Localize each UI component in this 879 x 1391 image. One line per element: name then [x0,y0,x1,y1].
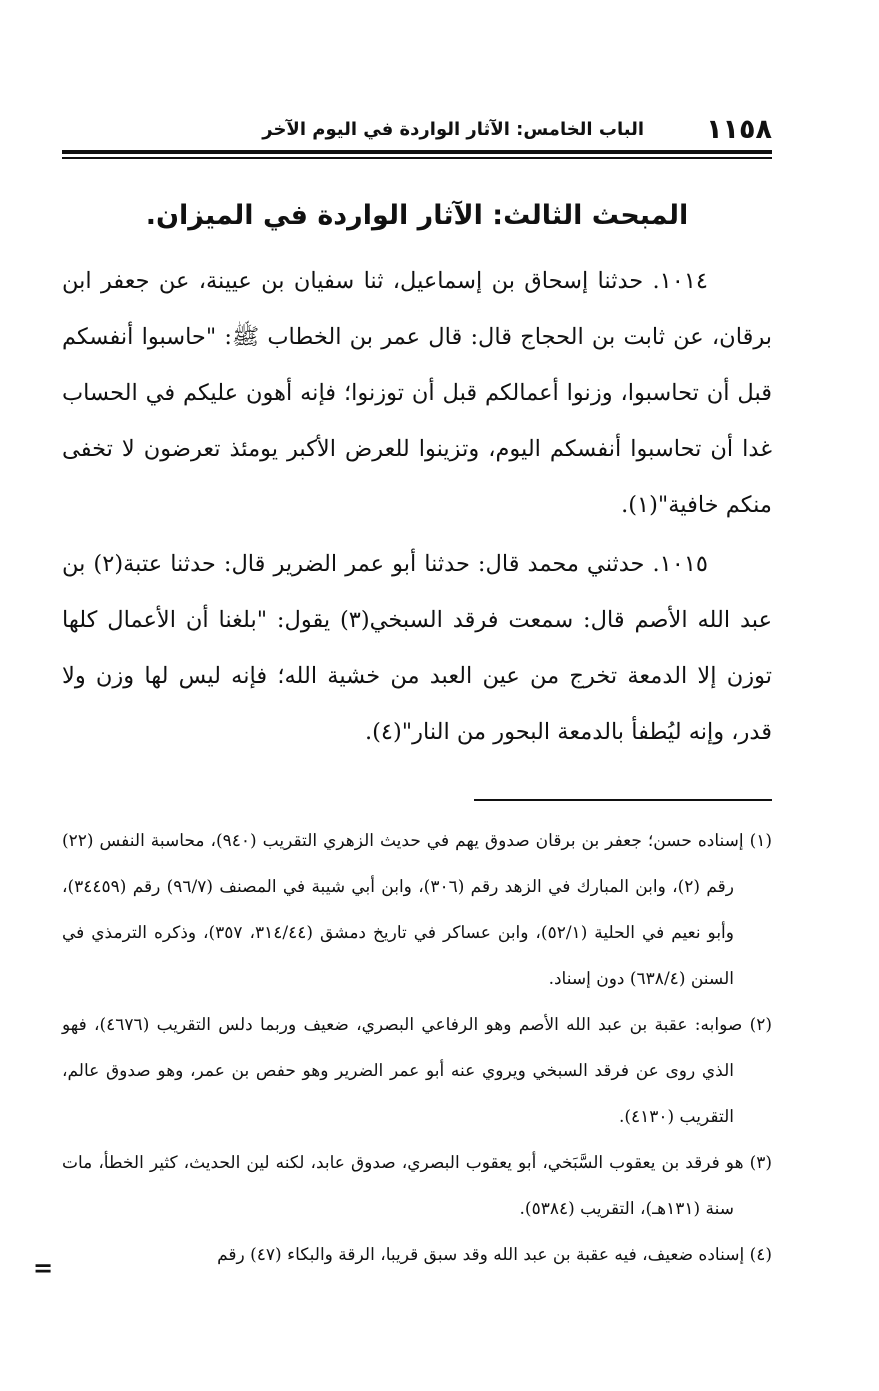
continuation-mark: = [33,1254,54,1282]
section-heading-title: الآثار الواردة في الميزان. [145,200,483,231]
page-number: ١١٥٨ [706,114,772,145]
footnote-4: (٤) إسناده ضعيف، فيه عقبة بن عبد الله وقد سبق قريبا، الرقة والبكاء (٤٧) رقم [217,1245,772,1265]
footnote-separator [474,799,772,801]
header-rule-thick [62,150,772,154]
running-title: الباب الخامس: الآثار الواردة في اليوم الآخر [262,119,644,140]
header-rule-thin [62,157,772,159]
footnote-1: (١) إسناده حسن؛ جعفر بن برقان صدوق يهم في حديث الزهري التقريب (٩٤٠)، محاسبة النفس (٢٢) رقم (٢)، وابن المبارك في الزهد رقم (٣٠٦)، وابن أبي شيبة في المصنف (٩٦/٧) رقم (٣٤٤٥٩)، وأبو نعيم في الحلية (٥٢/١)، وابن عساكر في تاريخ دمشق (٣١٤/٤٤، ٣٥٧)، وذكره الترمذي في السنن (٦٣٨/٤) دون إسناد. [62,831,772,989]
page-header [62,112,772,148]
footnote-3: (٣) هو فرقد بن يعقوب السَّبَخي، أبو يعقوب البصري، صدوق عابد، لكنه لين الحديث، كثير الخطأ، مات سنة (١٣١هـ)، التقريب (٥٣٨٤). [62,1153,772,1219]
footnotes [62,818,772,1278]
footnote-2: (٢) صوابه: عقبة بن عبد الله الأصم وهو الرفاعي البصري، ضعيف وربما دلس التقريب (٤٦٧٦)، فهو الذي روى عن فرقد السبخي ويروي عنه أبو عمر الضرير وهو حفص بن عمر، وهو صدوق عالم، التقريب (٤١٣٠). [62,1015,772,1127]
main-text-1014 [62,253,772,533]
section-heading [62,190,772,242]
section-heading-separator: : [482,200,504,231]
section-heading-label: المبحث الثالث [503,200,689,231]
paragraph-1015: ١٠١٥. حدثني محمد قال: حدثنا أبو عمر الضرير قال: حدثنا عتبة(٢) بن عبد الله الأصم قال: سمعت فرقد السبخي(٣) يقول: "بلغنا أن الأعمال كلها توزن إلا الدمعة تخرج من عين العبد من خشية الله؛ فإنه ليس لها وزن ولا قدر، وإنه ليُطفأ بالدمعة البحور من النار"(٤). [62,551,772,745]
paragraph-1014: ١٠١٤. حدثنا إسحاق بن إسماعيل، ثنا سفيان بن عيينة، عن جعفر ابن برقان، عن ثابت بن الحجاج قال: قال عمر بن الخطاب ﷺ: "حاسبوا أنفسكم قبل أن تحاسبوا، وزنوا أعمالكم قبل أن توزنوا؛ فإنه أهون عليكم في الحساب غدا أن تحاسبوا أنفسكم اليوم، وتزينوا للعرض الأكبر يومئذ تعرضون لا تخفى منكم خافية"(١). [62,268,772,518]
main-text-1015 [62,536,772,760]
